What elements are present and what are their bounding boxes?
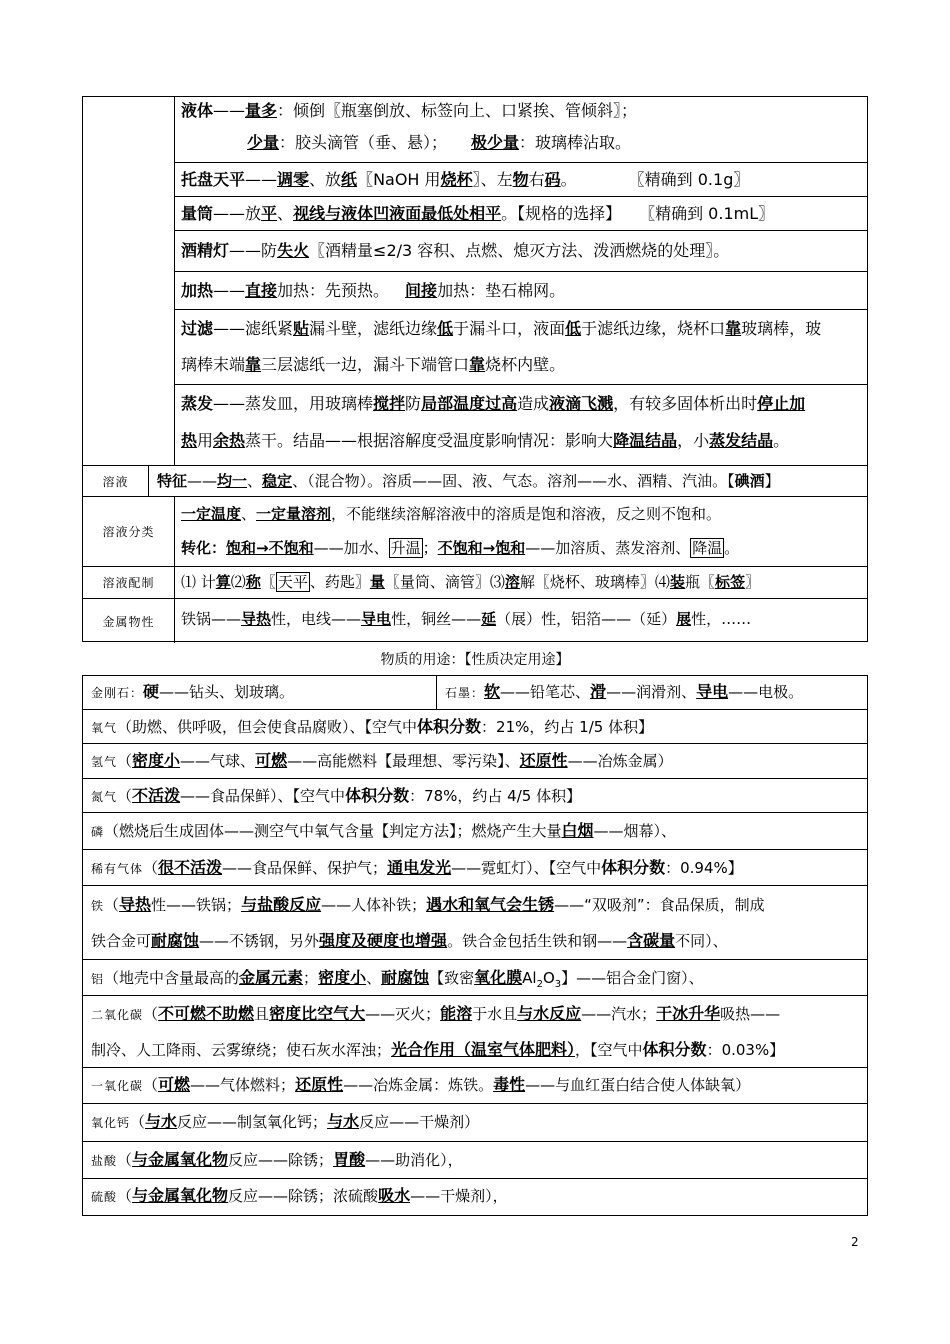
line xyxy=(91,1040,863,1060)
keyword: 靠 xyxy=(725,319,742,338)
row-label: 金属物性 xyxy=(83,599,175,643)
line xyxy=(91,751,863,772)
text: 2 xyxy=(536,979,543,991)
line xyxy=(181,394,863,414)
text: ：0.94%】 xyxy=(665,859,743,877)
text: （助燃、供呼吸，但会使食品腐败）、【空气中 xyxy=(117,718,418,736)
row-label: 溶液 xyxy=(83,466,149,496)
keyword: 吸水 xyxy=(378,1186,411,1205)
text: 反应——除锈；浓硫酸 xyxy=(228,1187,379,1205)
text: ，小 xyxy=(677,431,710,450)
text: 3 xyxy=(554,979,562,991)
text: （ xyxy=(130,1113,146,1131)
text: 稀有气体 xyxy=(91,862,144,876)
keyword: 间接 xyxy=(405,281,438,300)
keyword: 干冰升华 xyxy=(656,1004,721,1023)
text: 制冷、人工降雨、云雾缭绕；使石灰水浑浊； xyxy=(91,1041,392,1059)
keyword: 稳定 xyxy=(262,472,293,490)
text: ——烟幕）、 xyxy=(593,822,677,840)
term: 加热 xyxy=(181,281,214,300)
text: 用 xyxy=(197,431,214,450)
text: ——高能燃料【最理想、零污染】、 xyxy=(287,752,520,770)
text: 铁合金可 xyxy=(91,932,152,950)
row-solution xyxy=(83,466,867,497)
text: （ xyxy=(143,859,159,877)
keyword: 少量 xyxy=(247,133,280,152)
text: 石墨： xyxy=(445,686,485,700)
text: 蒸干。结晶——根据溶解度受温度影响情况：影响大 xyxy=(245,431,614,450)
keyword: 导热 xyxy=(119,895,152,914)
text: 、 xyxy=(247,472,263,490)
text: 防 xyxy=(405,394,422,413)
text: ——助消化）， xyxy=(365,1151,463,1169)
keyword: 遇水和氧气会生锈 xyxy=(426,895,555,914)
keyword: 纸 xyxy=(341,170,358,189)
text: ：78%，约占 4/5 体积】 xyxy=(409,787,582,805)
keyword: 体积分数 xyxy=(417,717,482,736)
line xyxy=(181,204,863,224)
keyword: 与水反应 xyxy=(517,1004,582,1023)
keyword: 停止加 xyxy=(757,394,806,413)
keyword: 导电 xyxy=(361,610,392,628)
text: 〖精确到 0.1g〗 xyxy=(628,170,750,189)
cell xyxy=(175,497,867,566)
term: 量筒 xyxy=(181,204,214,223)
row-label: 溶液配制 xyxy=(83,567,175,598)
text: ——人体补铁； xyxy=(321,896,427,914)
keyword: 靠 xyxy=(245,355,262,374)
line xyxy=(91,1004,863,1025)
row-balance xyxy=(175,163,867,197)
text: 加热：垫石棉网。 xyxy=(437,281,566,300)
row-lamp xyxy=(175,231,867,272)
text: 漏斗壁，滤纸边缘 xyxy=(309,319,438,338)
text: ——滤纸紧 xyxy=(213,319,294,338)
line xyxy=(181,281,863,301)
text: ⑴ 计 xyxy=(181,573,216,591)
text: （ xyxy=(117,787,133,805)
keyword: 平 xyxy=(261,204,278,223)
keyword: 展 xyxy=(676,610,692,628)
page-number: 2 xyxy=(851,1235,859,1249)
text: 硫酸 xyxy=(91,1190,118,1204)
text: ——霓虹灯）、【空气中 xyxy=(451,859,602,877)
text: —— xyxy=(213,101,246,120)
row-evaporation xyxy=(175,385,867,466)
row-sulfuric-acid xyxy=(83,1179,867,1217)
keyword: 低 xyxy=(565,319,582,338)
keyword: 密度小 xyxy=(318,968,367,987)
text: 氧气 xyxy=(91,721,118,735)
keyword: 光合作用（温室气体肥料） xyxy=(391,1040,576,1059)
line xyxy=(445,682,863,703)
keyword: 可燃 xyxy=(255,751,288,770)
keyword: 金属元素 xyxy=(239,968,304,987)
text: （燃烧后生成固体——测空气中氧气含量【判定方法】；燃烧产生大量 xyxy=(104,822,562,840)
text: 、药匙〗 xyxy=(309,573,370,591)
keyword: 导热 xyxy=(241,610,272,628)
row-oxygen xyxy=(83,710,867,744)
uses-table xyxy=(82,675,868,1216)
text: 铝 xyxy=(91,972,105,986)
keyword: 量多 xyxy=(245,101,278,120)
text: 性，电线—— xyxy=(271,610,362,628)
text: ⑵ xyxy=(230,573,246,591)
text: （展）性，铝箔——（延） xyxy=(496,610,677,628)
keyword: 局部温度过高 xyxy=(421,394,518,413)
text: 、 xyxy=(241,505,257,523)
text: 右 xyxy=(528,170,545,189)
keyword: 量 xyxy=(369,573,385,591)
text: ——“双吸剂”：食品保质，制成 xyxy=(554,896,765,914)
text: （ xyxy=(117,752,133,770)
keyword: 直接 xyxy=(245,281,278,300)
text: ——气体燃料； xyxy=(190,1076,296,1094)
keyword: 导电 xyxy=(696,682,729,701)
row-liquid xyxy=(175,97,867,163)
text: 盐酸 xyxy=(91,1154,118,1168)
text: 氧化钙 xyxy=(91,1116,131,1130)
text: 三层滤纸一边，漏斗下端管口 xyxy=(261,355,470,374)
row-classify xyxy=(83,497,867,567)
row-heating xyxy=(175,272,867,310)
text: ：21%，约占 1/5 体积】 xyxy=(481,718,654,736)
text: 二氧化碳 xyxy=(91,1008,144,1022)
text: ：胶头滴管（垂、悬）； xyxy=(279,133,448,152)
row-label: 溶液分类 xyxy=(83,497,175,566)
text: （ xyxy=(117,1187,133,1205)
text: 〖精确到 0.1mL〗 xyxy=(639,204,775,223)
keyword: 物 xyxy=(512,170,529,189)
text: 性，铜丝—— xyxy=(391,610,482,628)
line xyxy=(181,538,863,558)
text: 反应——干燥剂） xyxy=(359,1113,480,1131)
text: 磷 xyxy=(91,825,105,839)
text: ——加溶质、蒸发溶剂、 xyxy=(525,539,691,557)
keyword: 不活泼 xyxy=(132,786,181,805)
text: O xyxy=(542,969,555,987)
keyword: 靠 xyxy=(469,355,486,374)
text: 氢气 xyxy=(91,755,118,769)
line xyxy=(91,821,863,842)
line xyxy=(181,504,863,524)
keyword: 失火 xyxy=(277,241,310,260)
text: 瓶〖 xyxy=(684,573,715,591)
line xyxy=(181,319,863,339)
line xyxy=(181,241,863,261)
text: 性——铁锅； xyxy=(151,896,242,914)
keyword: 装 xyxy=(669,573,685,591)
line xyxy=(91,786,863,807)
text: 升温 xyxy=(390,539,421,557)
text: 一氧化碳 xyxy=(91,1079,144,1093)
keyword: 可燃 xyxy=(158,1075,191,1094)
text: 金刚石： xyxy=(91,686,144,700)
line xyxy=(91,1150,863,1171)
text: 性，…… xyxy=(691,610,752,628)
row-metal xyxy=(83,599,867,643)
text: ：玻璃棒沾取。 xyxy=(519,133,632,152)
line xyxy=(91,968,863,995)
text: ：倾倒〖瓶塞倒放、标签向上、口紧挨、管倾斜〗； xyxy=(277,101,638,120)
text: 氮气 xyxy=(91,790,118,804)
keyword: 与水 xyxy=(327,1112,360,1131)
experiment-table xyxy=(82,96,868,642)
term: 蒸发 xyxy=(181,394,214,413)
cell-graphite xyxy=(437,676,867,709)
cell-diamond xyxy=(83,676,437,709)
keyword: 硬 xyxy=(143,682,160,701)
text: 于滤纸边缘，烧杯口 xyxy=(581,319,726,338)
keyword: 蒸发结晶 xyxy=(709,431,774,450)
text: —— xyxy=(213,281,246,300)
text: 〗 xyxy=(744,573,760,591)
text: （ xyxy=(104,896,120,914)
cell xyxy=(149,466,867,496)
text: ——食品保鲜）、【空气中 xyxy=(180,787,346,805)
text: —— xyxy=(245,170,278,189)
keyword: 一定量溶剂 xyxy=(256,505,332,523)
text: 铁锅—— xyxy=(181,610,242,628)
keyword: 一定温度 xyxy=(181,505,242,523)
line xyxy=(91,682,432,703)
text: ——灭火； xyxy=(365,1005,441,1023)
row-hydrochloric-acid xyxy=(83,1142,867,1179)
keyword: 胃酸 xyxy=(333,1150,366,1169)
text: ——汽水； xyxy=(581,1005,657,1023)
row-carbon xyxy=(83,676,867,710)
row-iron xyxy=(83,886,867,960)
text: ——冶炼金属：炼铁。 xyxy=(343,1076,494,1094)
keyword: 均一 xyxy=(217,472,248,490)
line xyxy=(181,572,863,592)
row-carbon-monoxide xyxy=(83,1068,867,1104)
keyword: 降温结晶 xyxy=(613,431,678,450)
keyword: 滑 xyxy=(590,682,607,701)
keyword: 氧化膜 xyxy=(474,968,523,987)
text: （ xyxy=(117,1151,133,1169)
text: 吸热—— xyxy=(720,1005,781,1023)
text: 于水且 xyxy=(472,1005,518,1023)
keyword: 烧杯 xyxy=(440,170,473,189)
text: 。铁合金包括生铁和钢—— xyxy=(447,932,628,950)
keyword: 体积分数 xyxy=(642,1040,707,1059)
keyword: 延 xyxy=(481,610,497,628)
text: 降温 xyxy=(692,539,723,557)
line xyxy=(91,1112,863,1133)
keyword: 余热 xyxy=(213,431,246,450)
line xyxy=(91,931,863,951)
keyword: 耐腐蚀 xyxy=(151,931,200,950)
line xyxy=(91,1075,863,1096)
text: 加热：先预热。 xyxy=(277,281,390,300)
term: 酒精灯 xyxy=(181,241,230,260)
text: 、（混合物）。溶质——固、液、气态。溶剂——水、酒精、汽油。【 xyxy=(292,472,735,490)
line xyxy=(181,431,863,451)
keyword: 不饱和→饱和 xyxy=(437,539,526,557)
term: 过滤 xyxy=(181,319,214,338)
text: 〗、左 xyxy=(472,170,513,189)
line xyxy=(181,101,863,121)
text: ——干燥剂）， xyxy=(410,1187,508,1205)
text: 。 xyxy=(560,170,577,189)
keyword: 与水 xyxy=(145,1112,178,1131)
text: 、 xyxy=(366,969,382,987)
keyword: 与金属氧化物 xyxy=(132,1150,229,1169)
row-preparation xyxy=(83,567,867,599)
text: 〖 xyxy=(260,573,276,591)
text: 。 xyxy=(773,431,790,450)
line xyxy=(91,1186,863,1207)
text: ； xyxy=(303,969,319,987)
row-cylinder xyxy=(175,197,867,231)
keyword: 密度比空气大 xyxy=(269,1004,366,1023)
text: 、 xyxy=(277,204,294,223)
text: （ xyxy=(143,1076,159,1094)
text: ——铅笔芯、 xyxy=(500,683,591,701)
row-phosphorus xyxy=(83,813,867,850)
text: ——润滑剂、 xyxy=(606,683,697,701)
keyword: 视线与液体凹液面最低处相平 xyxy=(293,204,502,223)
row-noble-gas xyxy=(83,850,867,886)
cell xyxy=(175,599,867,643)
keyword: 转化： xyxy=(181,539,227,557)
text: 。 xyxy=(724,539,740,557)
text: ——气球、 xyxy=(180,752,256,770)
text: 璃棒末端 xyxy=(181,355,246,374)
line xyxy=(181,609,863,629)
keyword: 码 xyxy=(544,170,561,189)
text: ——放 xyxy=(213,204,262,223)
text: ； xyxy=(422,539,438,557)
keyword: 调零 xyxy=(277,170,310,189)
text: ——蒸发皿，用玻璃棒 xyxy=(213,394,374,413)
section-caption: 物质的用途：【性质决定用途】 xyxy=(380,652,570,668)
keyword: 液滴飞溅 xyxy=(549,394,614,413)
text: —— xyxy=(187,472,218,490)
keyword: 白烟 xyxy=(561,821,594,840)
text: ——冶炼金属） xyxy=(567,752,673,770)
text: 烧杯内壁。 xyxy=(485,355,566,374)
text: 反应——制氢氧化钙； xyxy=(177,1113,328,1131)
text: 铁 xyxy=(91,899,105,913)
text: ——防 xyxy=(229,241,278,260)
keyword: 极少量 xyxy=(471,133,520,152)
keyword: 饱和→不饱和 xyxy=(226,539,314,557)
text: （地壳中含量最高的 xyxy=(104,969,240,987)
text: ——不锈钢，另外 xyxy=(199,932,320,950)
empty-cell xyxy=(83,97,175,466)
keyword: 通电发光 xyxy=(387,858,452,877)
keyword: 还原性 xyxy=(295,1075,344,1094)
text: 〖NaOH 用 xyxy=(357,170,441,189)
line xyxy=(157,471,863,491)
keyword: 称 xyxy=(245,573,261,591)
row-carbon-dioxide xyxy=(83,996,867,1068)
row-aluminum xyxy=(83,960,867,996)
keyword: 强度及硬度也增强 xyxy=(319,931,448,950)
keyword: 搅拌 xyxy=(373,394,406,413)
keyword: 软 xyxy=(484,682,501,701)
keyword: 与金属氧化物 xyxy=(132,1186,229,1205)
text: 天平 xyxy=(277,573,308,591)
text: 。【规格的选择】 xyxy=(501,204,622,223)
row-nitrogen xyxy=(83,779,867,813)
keyword: 含碳量 xyxy=(627,931,676,950)
text: （ xyxy=(143,1005,159,1023)
row-calcium-oxide xyxy=(83,1104,867,1142)
line xyxy=(91,858,863,879)
text: ：0.03%】 xyxy=(706,1041,785,1059)
keyword: 低 xyxy=(437,319,454,338)
text: 且 xyxy=(254,1005,270,1023)
keyword: 热 xyxy=(181,431,198,450)
text: 、放 xyxy=(309,170,342,189)
text: 反应——除锈； xyxy=(228,1151,334,1169)
text: ——电极。 xyxy=(728,683,804,701)
text: 〖量筒、滴管〗⑶ xyxy=(384,573,505,591)
text: 造成 xyxy=(517,394,550,413)
keyword: 与盐酸反应 xyxy=(241,895,322,914)
row-hydrogen xyxy=(83,744,867,779)
row-filter xyxy=(175,310,867,385)
keyword: 特征 xyxy=(157,472,188,490)
line xyxy=(181,355,863,375)
keyword: 能溶 xyxy=(440,1004,473,1023)
text: 】 xyxy=(764,472,780,490)
line xyxy=(247,133,863,153)
text: Al xyxy=(522,969,537,987)
text: ——与血红蛋白结合使人体缺氧） xyxy=(525,1076,751,1094)
keyword: 密度小 xyxy=(132,751,181,770)
text: 【致密 xyxy=(429,969,475,987)
cell xyxy=(175,567,867,598)
text: ——食品保鲜、保护气； xyxy=(222,859,388,877)
line xyxy=(91,717,863,738)
text: 不同）、 xyxy=(675,932,728,950)
keyword: 碘酒 xyxy=(734,472,765,490)
text: ，有较多固体析出时 xyxy=(613,394,758,413)
text: 〖酒精量≤2/3 容积、点燃、熄灭方法、泼洒燃烧的处理〗。 xyxy=(309,241,730,260)
term: 液体 xyxy=(181,101,214,120)
keyword: 标签 xyxy=(714,573,745,591)
line xyxy=(181,170,863,190)
keyword: 算 xyxy=(215,573,231,591)
text: 解〖烧杯、玻璃棒〗⑷ xyxy=(519,573,670,591)
text: ，不能继续溶解溶液中的溶质是饱和溶液，反之则不饱和。 xyxy=(331,505,722,523)
keyword: 不可燃不助燃 xyxy=(158,1004,255,1023)
line xyxy=(91,895,863,916)
text: ——钻头、划玻璃。 xyxy=(159,683,295,701)
keyword: 体积分数 xyxy=(601,858,666,877)
text: 】——铝合金门窗）、 xyxy=(561,969,704,987)
keyword: 还原性 xyxy=(519,751,568,770)
text: ，【空气中 xyxy=(575,1041,643,1059)
keyword: 毒性 xyxy=(493,1075,526,1094)
keyword: 体积分数 xyxy=(345,786,410,805)
keyword: 很不活泼 xyxy=(158,858,223,877)
keyword: 溶 xyxy=(504,573,520,591)
text: ——加水、 xyxy=(313,539,389,557)
text: 玻璃棒，玻 xyxy=(741,319,822,338)
text: 于漏斗口，液面 xyxy=(453,319,566,338)
keyword: 贴 xyxy=(293,319,310,338)
term: 托盘天平 xyxy=(181,170,246,189)
keyword: 耐腐蚀 xyxy=(381,968,430,987)
